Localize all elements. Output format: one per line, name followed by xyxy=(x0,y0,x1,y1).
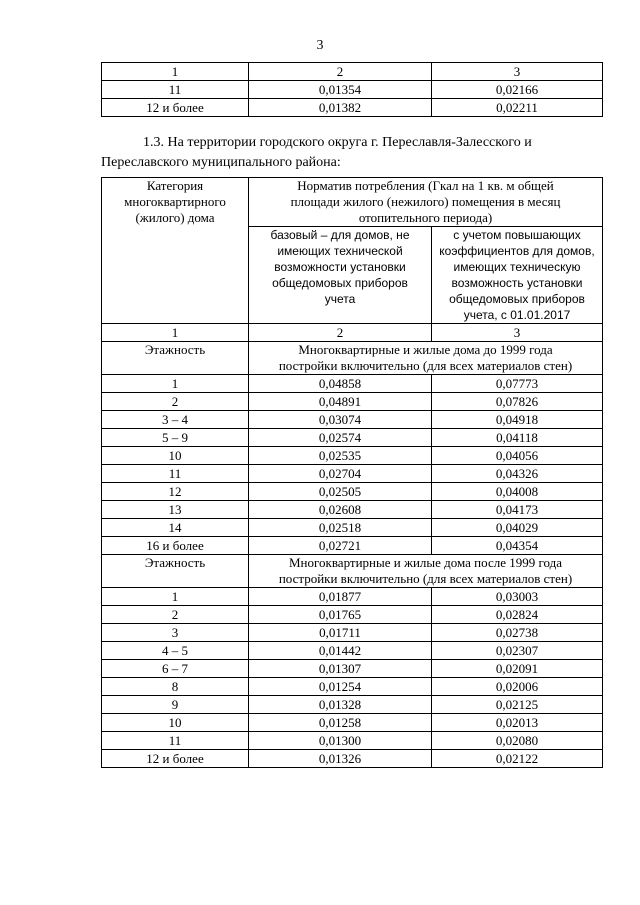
table-row xyxy=(102,465,603,483)
table-row xyxy=(102,99,603,117)
table-cell: 0,04858 xyxy=(249,375,432,393)
table-row xyxy=(102,678,603,696)
table-cell: 0,04326 xyxy=(432,465,603,483)
table-cell: 12 и более xyxy=(102,99,249,117)
table-cell: 2 xyxy=(102,606,249,624)
table-row xyxy=(102,642,603,660)
table-row xyxy=(102,429,603,447)
table-cell: 3 – 4 xyxy=(102,411,249,429)
table-cell: 12 и более xyxy=(102,750,249,768)
table-cell: 0,04891 xyxy=(249,393,432,411)
table-cell: 0,02608 xyxy=(249,501,432,519)
table-cell: 2 xyxy=(249,324,432,342)
table-cell: 0,02721 xyxy=(249,537,432,555)
table-cell: 0,01254 xyxy=(249,678,432,696)
table-row xyxy=(102,375,603,393)
table-row xyxy=(102,483,603,501)
table-cell: 6 – 7 xyxy=(102,660,249,678)
table-cell: 2 xyxy=(249,63,432,81)
table-cell: 0,02704 xyxy=(249,465,432,483)
table-header-row xyxy=(102,63,603,81)
table-cell: 10 xyxy=(102,447,249,465)
table-row xyxy=(102,732,603,750)
table-cell: 11 xyxy=(102,732,249,750)
table-cell: 0,01382 xyxy=(249,99,432,117)
table-cell: 0,01307 xyxy=(249,660,432,678)
section-title: Многоквартирные и жилые дома после 1999 года постройки включительно (для всех материалов стен) xyxy=(249,555,603,588)
page-number: 3 xyxy=(316,38,324,53)
table-cell: 10 xyxy=(102,714,249,732)
section-title: Многоквартирные и жилые дома до 1999 года постройки включительно (для всех материалов стен) xyxy=(249,342,603,375)
table-cell: 12 xyxy=(102,483,249,501)
table-row xyxy=(102,393,603,411)
table-row xyxy=(102,750,603,768)
table-cell: 11 xyxy=(102,81,249,99)
table-cell: 11 xyxy=(102,465,249,483)
table-cell: 0,02535 xyxy=(249,447,432,465)
table-cell: 3 xyxy=(102,624,249,642)
table-cell: 0,01442 xyxy=(249,642,432,660)
table-cell: 0,01328 xyxy=(249,696,432,714)
table-cell: 16 и более xyxy=(102,537,249,555)
table-cell: 9 xyxy=(102,696,249,714)
table-cell: 3 xyxy=(432,63,603,81)
table-cell: 0,02738 xyxy=(432,624,603,642)
table-row xyxy=(102,411,603,429)
table-cell: 0,02307 xyxy=(432,642,603,660)
table-cell: 0,02122 xyxy=(432,750,603,768)
table-cell: 0,03003 xyxy=(432,588,603,606)
norm-header: Норматив потребления (Гкал на 1 кв. м общей площади жилого (нежилого) помещения в месяц отопительного периода) xyxy=(249,178,603,227)
table-cell: 8 xyxy=(102,678,249,696)
table-row xyxy=(102,606,603,624)
table-cell: 13 xyxy=(102,501,249,519)
table-cell: 0,02824 xyxy=(432,606,603,624)
table-row xyxy=(102,714,603,732)
section-header-row xyxy=(102,555,603,588)
table-cell: 0,04173 xyxy=(432,501,603,519)
table-row xyxy=(102,501,603,519)
table-cell: 0,02013 xyxy=(432,714,603,732)
floors-label: Этажность xyxy=(102,555,249,588)
table-cell: 5 – 9 xyxy=(102,429,249,447)
section-header-row xyxy=(102,342,603,375)
table-cell: 2 xyxy=(102,393,249,411)
table-cell: 0,02574 xyxy=(249,429,432,447)
base-norm-header: базовый – для домов, не имеющих технической возможности установки общедомовых приборов учета xyxy=(249,227,432,324)
column-numbers-row xyxy=(102,324,603,342)
table-cell: 3 xyxy=(432,324,603,342)
table-cell: 4 – 5 xyxy=(102,642,249,660)
table-cell: 0,02211 xyxy=(432,99,603,117)
table-cell: 0,02006 xyxy=(432,678,603,696)
coefficient-norm-header: с учетом повышающих коэффициентов для домов, имеющих техническую возможность установки общедомовых приборов учета, с 01.01.2017 xyxy=(432,227,603,324)
table-cell: 0,04008 xyxy=(432,483,603,501)
continued-norms-table xyxy=(101,62,603,117)
table-cell: 0,04029 xyxy=(432,519,603,537)
table-cell: 0,04056 xyxy=(432,447,603,465)
table-row xyxy=(102,81,603,99)
table-cell: 0,02505 xyxy=(249,483,432,501)
table-cell: 0,01711 xyxy=(249,624,432,642)
table-cell: 0,04118 xyxy=(432,429,603,447)
table-row xyxy=(102,519,603,537)
table-cell: 1 xyxy=(102,324,249,342)
table-cell: 0,02166 xyxy=(432,81,603,99)
paragraph-line: 1.3. На территории городского округа г. Переславля-Залесского и xyxy=(143,135,532,150)
table-row xyxy=(102,537,603,555)
floors-label: Этажность xyxy=(102,342,249,375)
table-cell: 0,01258 xyxy=(249,714,432,732)
table-cell: 0,01354 xyxy=(249,81,432,99)
paragraph-line: Переславского муниципального района: xyxy=(101,155,341,170)
table-row xyxy=(102,660,603,678)
table-row xyxy=(102,696,603,714)
table-cell: 0,02091 xyxy=(432,660,603,678)
table-cell: 1 xyxy=(102,588,249,606)
table-cell: 0,02518 xyxy=(249,519,432,537)
table-cell: 1 xyxy=(102,375,249,393)
section-paragraph xyxy=(101,133,603,173)
table-row xyxy=(102,624,603,642)
table-row xyxy=(102,447,603,465)
table-cell: 0,03074 xyxy=(249,411,432,429)
table-cell: 0,01300 xyxy=(249,732,432,750)
table-cell: 0,04354 xyxy=(432,537,603,555)
table-header-row xyxy=(102,178,603,227)
table-row xyxy=(102,588,603,606)
table-cell: 0,02125 xyxy=(432,696,603,714)
table-cell: 0,04918 xyxy=(432,411,603,429)
table-cell: 0,01877 xyxy=(249,588,432,606)
table-cell: 0,02080 xyxy=(432,732,603,750)
table-cell: 0,07773 xyxy=(432,375,603,393)
table-cell: 14 xyxy=(102,519,249,537)
heating-norms-table xyxy=(101,177,603,768)
category-header: Категория многоквартирного (жилого) дома xyxy=(102,178,249,324)
table-cell: 0,01326 xyxy=(249,750,432,768)
table-cell: 1 xyxy=(102,63,249,81)
table-cell: 0,07826 xyxy=(432,393,603,411)
table-cell: 0,01765 xyxy=(249,606,432,624)
